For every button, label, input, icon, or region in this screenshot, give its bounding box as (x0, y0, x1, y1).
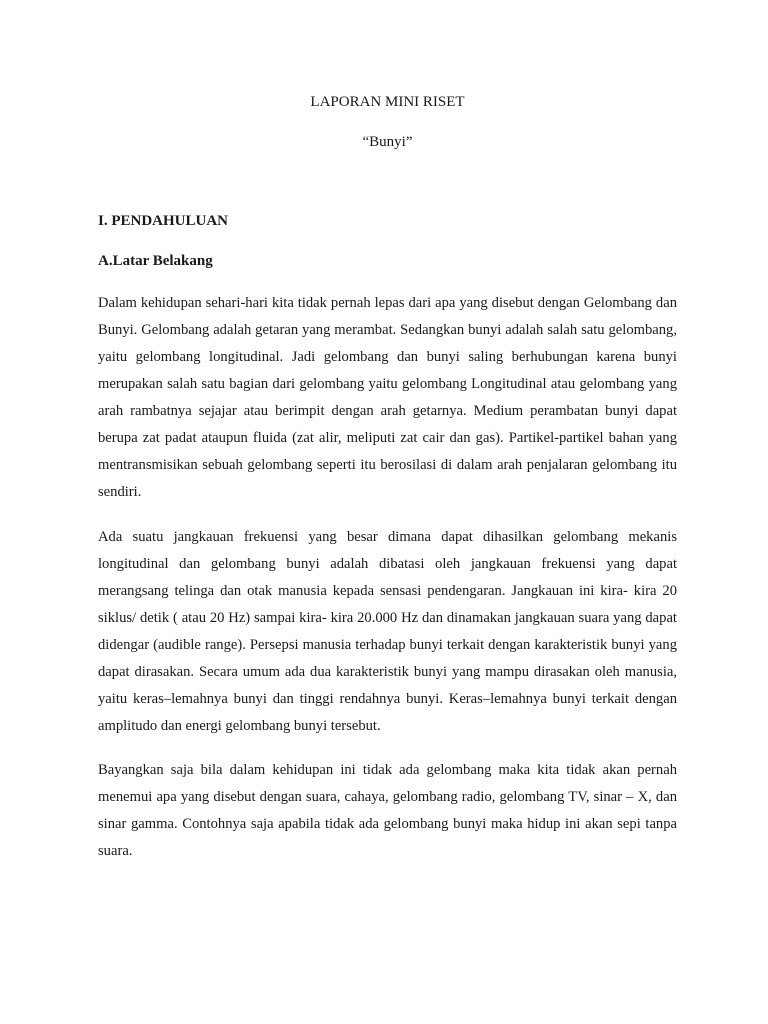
section-heading: I. PENDAHULUAN (98, 213, 229, 229)
paragraph-1: Dalam kehidupan sehari-hari kita tidak pernah lepas dari apa yang disebut dengan Gelombang dan Bunyi. Gelombang adalah getaran yang merambat. Sedangkan bunyi adalah salah satu gelombang, yaitu gelombang longitudinal. Jadi gelombang dan bunyi saling berhubungan karena bunyi merupakan salah satu bagian dari gelombang yaitu gelombang Longitudinal atau gelombang yang arah rambatnya sejajar atau berimpit dengan arah getarnya. Medium perambatan bunyi dapat berupa zat padat ataupun fluida (zat alir, meliputi zat cair dan gas). Partikel-partikel bahan yang mentransmisikan sebuah gelombang seperti itu berosilasi di dalam arah penjalaran gelombang itu sendiri. (98, 295, 677, 500)
document-title: LAPORAN MINI RISET (310, 94, 465, 110)
document-subtitle: “Bunyi” (362, 134, 413, 150)
paragraph-3: Bayangkan saja bila dalam kehidupan ini tidak ada gelombang maka kita tidak akan pernah menemui apa yang disebut dengan suara, cahaya, gelombang radio, gelombang TV, sinar – X, dan sinar gamma. Contohnya saja apabila tidak ada gelombang bunyi maka hidup ini akan sepi tanpa suara. (98, 762, 677, 859)
subsection-heading: A.Latar Belakang (98, 253, 213, 269)
paragraph-2: Ada suatu jangkauan frekuensi yang besar dimana dapat dihasilkan gelombang mekanis longitudinal dan gelombang bunyi adalah dibatasi oleh jangkauan frekuensi yang dapat merangsang telinga dan otak manusia kepada sensasi pendengaran. Jangkauan ini kira- kira 20 siklus/ detik ( atau 20 Hz) sampai kira- kira 20.000 Hz dan dinamakan jangkauan suara yang dapat didengar (audible range). Persepsi manusia terhadap bunyi terkait dengan karakteristik bunyi yang dapat dirasakan. Secara umum ada dua karakteristik bunyi yang mampu dirasakan oleh manusia, yaitu keras–lemahnya bunyi dan tinggi rendahnya bunyi. Keras–lemahnya bunyi terkait dengan amplitudo dan energi gelombang bunyi tersebut. (98, 529, 677, 734)
